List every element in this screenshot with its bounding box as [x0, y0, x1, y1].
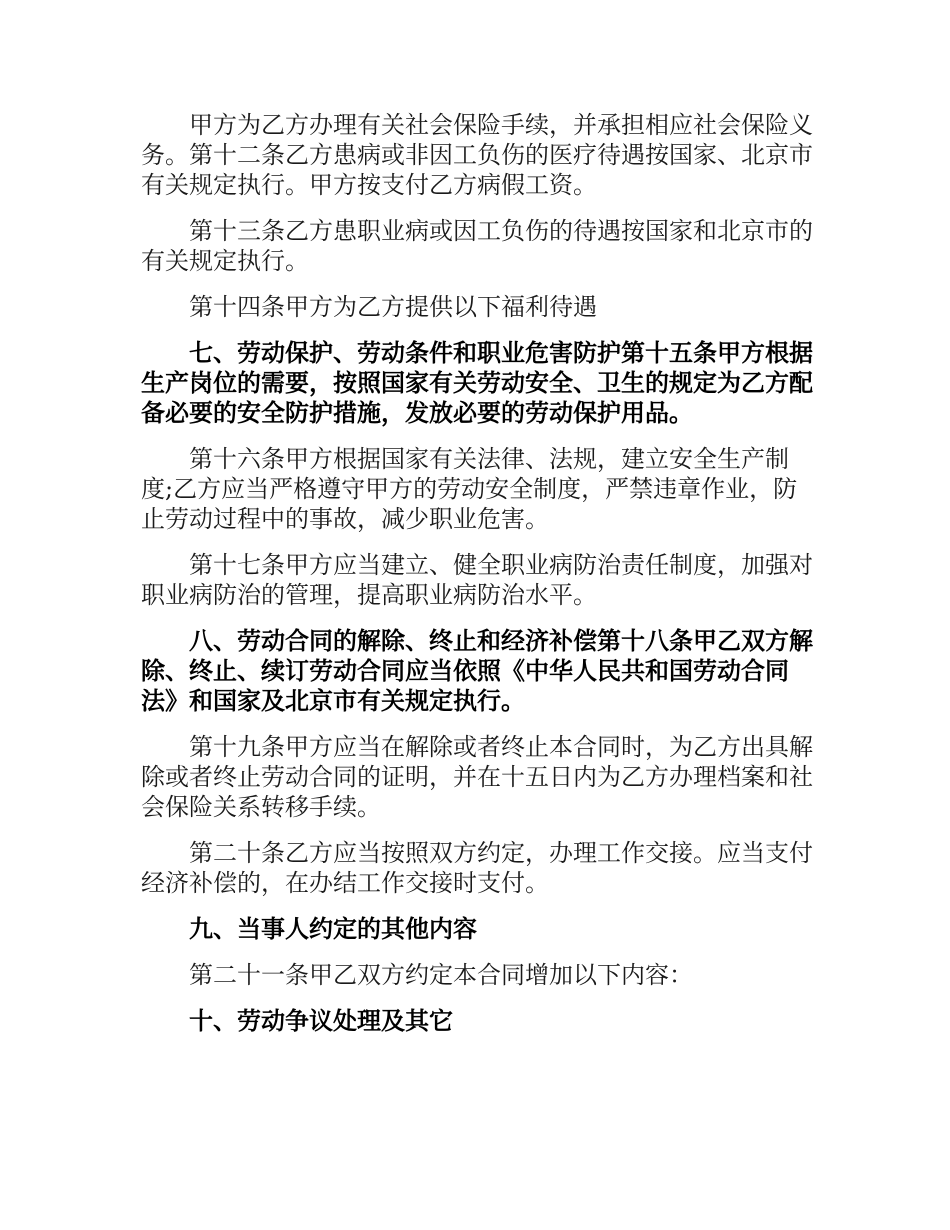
paragraph-article-21: 第二十一条甲乙双方约定本合同增加以下内容：	[189, 961, 693, 989]
section-heading-9: 九、当事人约定的其他内容	[189, 914, 477, 943]
paragraph-article-20: 第二十条乙方应当按照双方约定，办理工作交接。应当支付经济补偿的，在办结工作交接时支付。	[141, 839, 813, 897]
paragraph-article-14: 第十四条甲方为乙方提供以下福利待遇	[189, 293, 597, 321]
paragraph-article-13: 第十三条乙方患职业病或因工负伤的待遇按国家和北京市的有关规定执行。	[141, 217, 813, 275]
paragraph-article-19: 第十九条甲方应当在解除或者终止本合同时，为乙方出具解除或者终止劳动合同的证明，并在十五日内为乙方办理档案和社会保险关系转移手续。	[141, 733, 813, 821]
paragraph-social-insurance: 甲方为乙方办理有关社会保险手续，并承担相应社会保险义务。第十二条乙方患病或非因工负伤的医疗待遇按国家、北京市有关规定执行。甲方按支付乙方病假工资。	[141, 111, 813, 199]
paragraph-article-16: 第十六条甲方根据国家有关法律、法规，建立安全生产制度;乙方应当严格遵守甲方的劳动安全制度，严禁违章作业，防止劳动过程中的事故，减少职业危害。	[141, 445, 798, 533]
paragraph-article-17: 第十七条甲方应当建立、健全职业病防治责任制度，加强对职业病防治的管理，提高职业病防治水平。	[141, 551, 813, 609]
document-body	[141, 110, 813, 1052]
section-heading-7: 七、劳动保护、劳动条件和职业危害防护第十五条甲方根据生产岗位的需要，按照国家有关劳动安全、卫生的规定为乙方配备必要的安全防护措施，发放必要的劳动保护用品。	[141, 338, 813, 427]
section-heading-8: 八、劳动合同的解除、终止和经济补偿第十八条甲乙双方解除、终止、续订劳动合同应当依照《中华人民共和国劳动合同法》和国家及北京市有关规定执行。	[141, 626, 813, 715]
section-heading-10: 十、劳动争议处理及其它	[189, 1006, 453, 1035]
